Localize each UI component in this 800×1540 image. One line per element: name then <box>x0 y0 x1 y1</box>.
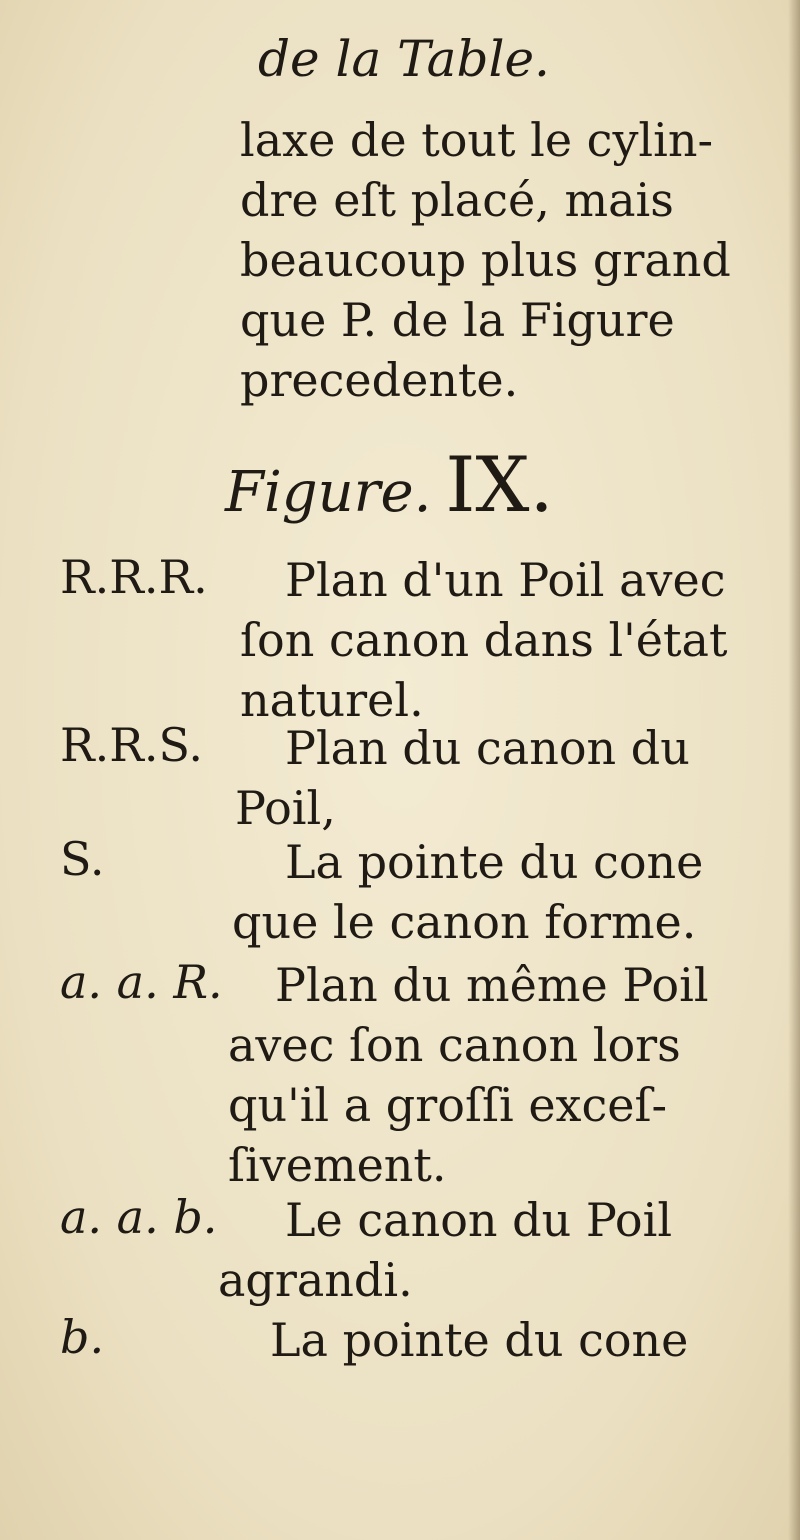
legend-description <box>270 1310 688 1370</box>
text-line: que P. de la Figure <box>240 293 675 347</box>
legend-description <box>285 1190 672 1250</box>
text-line: ſivement. <box>228 1138 447 1192</box>
legend-key: b. <box>60 1310 105 1364</box>
legend-key: S. <box>60 832 105 886</box>
legend-key: a. a. R. <box>60 955 223 1009</box>
legend-description-continued <box>240 610 727 730</box>
text-line: agrandi. <box>218 1253 413 1307</box>
text-line: que le canon forme. <box>232 895 697 949</box>
legend-description-continued <box>218 1250 413 1310</box>
text-line: dre eſt placé, mais <box>240 173 674 227</box>
text-line: Poil, <box>235 781 336 835</box>
legend-description <box>285 550 726 610</box>
page-edge-shadow <box>788 0 800 1540</box>
running-header: de la Table. <box>258 30 550 88</box>
figure-label: Figure. <box>225 460 432 525</box>
legend-description <box>285 832 703 892</box>
intro-paragraph <box>240 110 760 410</box>
text-line: precedente. <box>240 353 519 407</box>
text-line: La pointe du cone <box>285 835 704 889</box>
text-line: Le canon du Poil <box>285 1193 673 1247</box>
legend-key: R.R.R. <box>60 550 208 604</box>
legend-description-continued <box>235 778 336 838</box>
text-line: laxe de tout le cylin- <box>240 113 714 167</box>
text-line: naturel. <box>240 673 424 727</box>
legend-description-continued <box>228 1015 681 1195</box>
text-line: ſon canon dans l'état <box>240 613 728 667</box>
text-line: beaucoup plus grand <box>240 233 731 287</box>
legend-description <box>275 955 709 1015</box>
text-line: avec ſon canon lors <box>228 1018 681 1072</box>
figure-number: IX. <box>445 440 554 529</box>
text-line: qu'il a groſſi exceſ- <box>228 1078 668 1132</box>
legend-description <box>285 718 690 778</box>
legend-key: a. a. b. <box>60 1190 218 1244</box>
legend-key: R.R.S. <box>60 718 204 772</box>
figure-heading <box>225 440 554 529</box>
legend-description-continued <box>232 892 696 952</box>
text-line: La pointe du cone <box>270 1313 689 1367</box>
text-line: Plan d'un Poil avec <box>285 553 726 607</box>
text-line: Plan du canon du <box>285 721 690 775</box>
text-line: Plan du même Poil <box>275 958 709 1012</box>
